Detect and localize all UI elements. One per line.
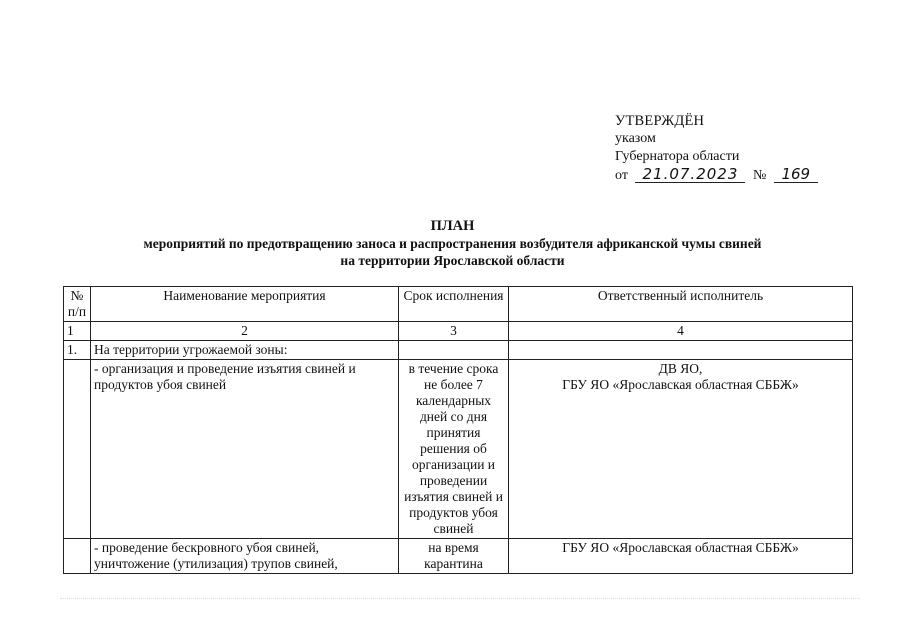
row-term: на время карантина: [399, 539, 509, 574]
number-label: №: [752, 168, 767, 183]
approval-line-decree: указом: [615, 131, 656, 146]
row-num-empty: [64, 539, 91, 574]
row-name: - организация и проведение изъятия свиней и продуктов убоя свиней: [91, 360, 399, 539]
header-term: Срок исполнения: [399, 287, 509, 322]
section-resp-empty: [509, 341, 853, 360]
plan-subtitle: мероприятий по предотвращению заноса и распространения возбудителя африканской чумы свиней: [143, 236, 762, 251]
approval-title: УТВЕРЖДЁН: [615, 113, 705, 129]
row-num-empty: [64, 360, 91, 539]
section-row: [64, 341, 853, 360]
col-number-1: 1: [64, 322, 91, 341]
plan-table: [63, 286, 853, 574]
row-term: в течение срока не более 7 календарных дней со дня принятия решения об организации и проведении изъятия свиней и продуктов убоя свиней: [399, 360, 509, 539]
responsible-line: ДВ ЯО,: [658, 361, 703, 376]
row-name: - проведение бескровного убоя свиней, уничтожение (утилизация) трупов свиней,: [91, 539, 399, 574]
table-row: [64, 539, 853, 574]
scan-artifact-line: [60, 598, 860, 599]
table-header-row: [64, 287, 853, 322]
header-responsible: Ответственный исполнитель: [509, 287, 853, 322]
decree-number: 169: [774, 166, 818, 183]
header-num: № п/п: [64, 287, 91, 322]
plan-title: ПЛАН: [430, 218, 475, 234]
row-responsible: [509, 360, 853, 539]
header-name: Наименование мероприятия: [91, 287, 399, 322]
from-label: от: [615, 168, 628, 183]
responsible-line: ГБУ ЯО «Ярославская областная СББЖ»: [562, 377, 799, 392]
col-number-3: 3: [399, 322, 509, 341]
section-title: На территории угрожаемой зоны:: [91, 341, 399, 360]
decree-date: 21.07.2023: [635, 166, 745, 183]
document-heading: [0, 218, 905, 269]
section-num: 1.: [64, 341, 91, 360]
plan-subtitle-region: на территории Ярославской области: [340, 253, 565, 268]
column-numbers-row: [64, 322, 853, 341]
approval-line-governor: Губернатора области: [615, 149, 740, 164]
col-number-4: 4: [509, 322, 853, 341]
approval-date-line: [615, 166, 818, 185]
approval-block: [615, 112, 818, 185]
responsible-line: ГБУ ЯО «Ярославская областная СББЖ»: [562, 540, 799, 555]
page-cutoff: [0, 585, 905, 640]
table-row: [64, 360, 853, 539]
row-responsible: [509, 539, 853, 574]
section-term-empty: [399, 341, 509, 360]
col-number-2: 2: [91, 322, 399, 341]
